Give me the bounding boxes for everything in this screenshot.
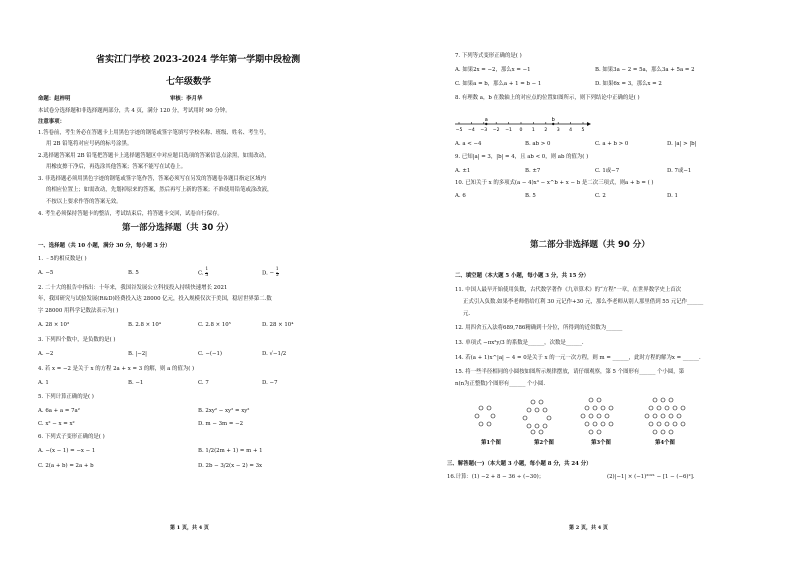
pattern-circle <box>653 430 657 434</box>
pattern-circle <box>657 422 661 426</box>
number-line-figure <box>453 112 593 138</box>
pattern-circle <box>597 414 601 418</box>
pattern-circle <box>543 408 547 412</box>
number-line-tick-label: −2 <box>492 128 500 133</box>
pattern-circle <box>669 414 673 418</box>
q8-option-b: B. ab > 0 <box>525 141 551 147</box>
q12: 12. 用四舍五入法将689,786精确到十分位，所得到的近似数为______ <box>455 325 623 331</box>
point-a-marker <box>485 123 487 125</box>
note-line: 的相应位置上；如需改动，先划掉原来的答案，然后再写上新的答案；不准使用铅笔或涂改液， <box>46 187 273 193</box>
q7-option-b: B. 如果3a − 2 = 5a，那么3a + 5a = 2 <box>595 67 695 73</box>
number-line-tick-label: −1 <box>505 128 512 133</box>
subject-title: 七年级数学 <box>166 77 212 87</box>
fill-heading: 二、填空题（本大题 5 小题，每小题 3 分，共 15 分） <box>455 273 590 279</box>
pattern-circle <box>653 398 657 402</box>
pattern-circle <box>527 408 531 412</box>
q9-option-a: A. ±1 <box>455 168 471 174</box>
q10-stem: 10. 已知关于 x 的多项式(a − 4)x³ − x^b + x − b 是二次三项式，则a + b = ( ) <box>455 180 654 186</box>
note-line: 用 2B 铅笔将对应号码的标号涂黑。 <box>46 141 133 147</box>
q3-option-d: D. √−1/2 <box>262 351 287 357</box>
note-line: 不按以上要求作答的答案无效。 <box>46 199 122 205</box>
q4-option-b: B. −1 <box>128 380 144 386</box>
pattern-circle <box>539 430 543 434</box>
pattern-circle <box>601 406 605 410</box>
pattern-circle <box>669 398 673 402</box>
school-title: 省实江门学校 2023-2024 学年第一学期中段检测 <box>96 55 301 65</box>
pattern-circle <box>605 414 609 418</box>
q2-stem: 2. 二十大的报告中指出：十年来，我国谷发展公立科技投入持续快速增长 2021 <box>38 285 228 291</box>
pattern-circle <box>609 422 613 426</box>
pattern-circle <box>535 424 539 428</box>
number-line-tick-label: −3 <box>480 128 488 133</box>
part2-title: 第二部分非选择题（共 90 分） <box>530 240 650 250</box>
pattern-figure-3 <box>581 398 613 434</box>
exam-info: 本试卷分选择题和非选择题两部分，共 4 页，满分 120 分，考试用时 90 分钟。 <box>38 108 231 114</box>
pattern-circle <box>589 398 593 402</box>
q6-option-c: C. 2(a + b) = 2a + b <box>38 463 94 469</box>
pattern-circle <box>491 414 495 418</box>
pattern-circle <box>487 422 491 426</box>
q15-line1: 15. 将一些半径相同的小圆按如图所示规律摆放，请仔细观察，第 5 个图形有______ 个小圆，第 <box>455 369 685 375</box>
solve-heading: 三、解答题(一)（本大题 3 小题，每小题 8 分，共 24 分） <box>447 461 592 467</box>
pattern-figure-1 <box>475 406 495 426</box>
pattern-circle <box>653 414 657 418</box>
q5-stem: 5. 下列计算正确的是( ) <box>38 394 94 400</box>
q3-option-a: A. −2 <box>38 351 54 357</box>
number-line-tick-label: 2 <box>544 128 548 133</box>
q5-option-b: B. 2xy² − xy² = xy² <box>198 408 250 414</box>
note-line: 3. 非选择题必须用黑色字迹的钢笔或签字笔作答，答案必须写在另发的答题卷各题目指定区域内 <box>38 176 266 182</box>
part1-title: 第一部分选择题（共 30 分） <box>122 223 234 233</box>
part1-instructions: 一、选择题（共 10 小题，满分 30 分，每小题 3 分） <box>38 243 171 249</box>
q5-option-c: C. x² − x = x² <box>38 421 75 427</box>
pattern-circle <box>487 406 491 410</box>
pattern-circle <box>661 414 665 418</box>
page-footer: 第 2 页，共 4 页 <box>569 525 608 531</box>
pattern-circle <box>657 406 661 410</box>
pattern-circle <box>531 430 535 434</box>
number-line-tick-label: 4 <box>569 128 573 133</box>
pattern-circle <box>581 414 585 418</box>
pattern-circle <box>645 414 649 418</box>
page-footer: 第 1 页，共 4 页 <box>170 525 209 531</box>
fig-label-4: 第4个图 <box>655 440 675 446</box>
q9-option-c: C. 1或−7 <box>595 168 620 174</box>
q4-option-c: C. 7 <box>198 380 209 386</box>
number-line-tick-label: 3 <box>556 128 560 133</box>
pattern-circle <box>681 406 685 410</box>
pattern-circle <box>593 406 597 410</box>
q4-option-d: D. −7 <box>262 380 278 386</box>
note-line: 1.答卷前，考生务必在答题卡上用黑色字迹的钢笔或签字笔填写学校名称、班级、姓名、考生号， <box>38 130 270 136</box>
note-line: 用橡皮擦干净后，再选涂其他答案；答案不能写在试卷上。 <box>46 164 187 170</box>
pattern-circle <box>661 430 665 434</box>
pattern-figure-4 <box>645 398 685 434</box>
note-line: 2.选择题答案用 2B 铅笔把答题卡上选择题答题区中对应题目选项的答案信息点涂黑，如需改动， <box>38 153 270 159</box>
q5-option-d: D. m − 3m = −2 <box>198 421 244 427</box>
q1-option-d: D. − $\frac{1}{5}$ <box>262 267 279 278</box>
pattern-circle <box>589 430 593 434</box>
q7-stem: 7. 下列等式变形正确的是( ) <box>455 53 522 59</box>
q6-option-a: A. −(x − 1) = −x − 1 <box>38 448 96 454</box>
pattern-circle <box>677 414 681 418</box>
q1-option-b: B. 5 <box>128 270 139 276</box>
pattern-circle <box>669 430 673 434</box>
pattern-circle <box>673 406 677 410</box>
pattern-circle <box>547 416 551 420</box>
q7-option-a: A. 如果2x = −2，那么x = −1 <box>455 67 531 73</box>
number-line-tick-label: −5 <box>455 128 463 133</box>
pattern-circle <box>681 422 685 426</box>
q9-option-b: B. ±7 <box>525 168 541 174</box>
q2-stem-line3: 字 28000 用科学记数法表示为( ) <box>38 308 119 314</box>
exam-page-2 <box>397 0 794 561</box>
q3-option-b: B. |−2| <box>128 351 147 357</box>
q13: 13. 单项式 −πx²y/3 的系数是______，次数是______. <box>455 340 584 346</box>
q9-stem: 9. 已知|a| = 3，|b| = 4，且 ab < 0，则 ab 的值为( ) <box>455 154 589 160</box>
point-b-marker <box>552 123 554 125</box>
number-line-tick-label: −4 <box>468 128 475 133</box>
q6-option-d: D. 2b − 3/2(x − 2) = 3x <box>198 463 263 469</box>
q11-line2: 正式引入负数.如果李老师借给红利 30 元记作+30 元，那么李老师从别人那里借到 55 元记作______ <box>463 299 704 305</box>
q2-option-d: D. 28 × 10⁴ <box>262 322 294 328</box>
pattern-figure-2 <box>523 400 551 434</box>
number-line-tick-label: 5 <box>581 128 585 133</box>
q6-stem: 6. 下列式子变形正确的是( ) <box>38 434 105 440</box>
q15-line2: n(n为正整数)个图形有______ 个小圆. <box>455 381 546 387</box>
q4-option-a: A. 1 <box>38 380 49 386</box>
pattern-circle <box>475 414 479 418</box>
fig-label-2: 第2个图 <box>534 440 554 446</box>
pattern-circle <box>535 408 539 412</box>
q10-option-c: C. 2 <box>595 193 606 199</box>
pattern-circle <box>585 406 589 410</box>
pattern-circle <box>597 398 601 402</box>
pattern-circle <box>597 430 601 434</box>
pattern-circle <box>601 422 605 426</box>
q16-part2: (2)|−1| × (−1)²⁰²¹ − [1 − (−6)²]. <box>607 474 695 480</box>
q2-option-c: C. 2.8 × 10⁵ <box>198 322 231 328</box>
q9-option-d: D. 7或−1 <box>667 168 692 174</box>
q7-option-c: C. 如果a = b，那么a + 1 = b − 1 <box>455 81 542 87</box>
pattern-circle <box>539 400 543 404</box>
reviewer: 审核：李月华 <box>170 96 203 102</box>
number-line-tick-label: 1 <box>531 128 535 133</box>
q2-stem-line2: 年，我国研究与试验发展(R&D)经费投入达 28000 亿元，投入规模仅次于美国，稳居世界第二.数 <box>38 296 272 302</box>
q16-part1: 16.计算：(1) −2 + 8 − 36 ÷ (−30)； <box>447 474 545 480</box>
q11-line3: 元. <box>463 311 471 317</box>
pattern-circle <box>593 422 597 426</box>
q1-option-c: C. $\frac{1}{5}$ <box>198 267 209 278</box>
point-a-label: a <box>484 117 488 123</box>
notes-heading: 注意事项： <box>38 119 65 125</box>
pattern-circle <box>527 424 531 428</box>
q6-option-b: B. 1/2(2m + 1) = m + 1 <box>198 448 263 454</box>
pattern-circle <box>665 406 669 410</box>
fig-label-1: 第1个图 <box>481 440 501 446</box>
q1-option-a: A. −5 <box>38 270 54 276</box>
q8-option-d: D. |a| > |b| <box>667 141 697 147</box>
pattern-circle <box>665 422 669 426</box>
fig-label-3: 第3个图 <box>591 440 611 446</box>
point-b-label: b <box>551 117 555 123</box>
pattern-circle <box>585 422 589 426</box>
q10-option-b: B. 5 <box>525 193 536 199</box>
number-line-tick-label: 0 <box>519 128 523 133</box>
number-line-arrow <box>587 122 591 126</box>
circle-pattern-figure <box>467 394 757 438</box>
q8-option-c: C. a + b > 0 <box>595 141 629 147</box>
note-line: 4. 考生必须保持答题卡的整洁，考试结束后，将答题卡交回，试卷自行保存。 <box>38 211 223 217</box>
q14: 14. 若(a + 1)x^|a| − 4 = 0是关于 x 的一元一次方程，则 m = ______，此时方程的解为x = ______. <box>455 355 701 361</box>
q3-stem: 3. 下列四个数中，是负数的是( ) <box>38 337 116 343</box>
author: 命题：赵梓明 <box>38 96 71 102</box>
q8-stem: 8. 有理数 a，b 在数轴上的对应点的位置如图所示，则下列结论中正确的是( ) <box>455 95 640 101</box>
q10-option-d: D. 1 <box>667 193 678 199</box>
pattern-circle <box>531 400 535 404</box>
pattern-circle <box>661 398 665 402</box>
q7-option-d: D. 如果6x = 3，那么x = 2 <box>595 81 662 87</box>
pattern-circle <box>479 406 483 410</box>
pattern-circle <box>543 424 547 428</box>
pattern-circle <box>649 406 653 410</box>
pattern-circle <box>673 422 677 426</box>
q3-option-c: C. −(−1) <box>198 351 223 357</box>
q5-option-a: A. 6a + a = 7a² <box>38 408 80 414</box>
q8-option-a: A. a < −4 <box>455 141 482 147</box>
q1-stem: 1. ﹣5的相反数是( ) <box>38 256 87 262</box>
pattern-circle <box>523 416 527 420</box>
pattern-circle <box>609 406 613 410</box>
pattern-circle <box>589 414 593 418</box>
pattern-circle <box>649 422 653 426</box>
pattern-circle <box>479 422 483 426</box>
q10-option-a: A. 6 <box>455 193 466 199</box>
q2-option-b: B. 2.8 × 10⁴ <box>128 322 161 328</box>
q11-line1: 11. 中国人最早开始使用负数，古代数学著作《九章算术》的“方程”一章，在世界数学史上首次 <box>455 287 682 293</box>
q2-option-a: A. 28 × 10³ <box>38 322 70 328</box>
q4-stem: 4. 若 x = −2 是关于 x 的方程 2a + x = 3 的解，则 a 的值为( ) <box>38 366 195 372</box>
